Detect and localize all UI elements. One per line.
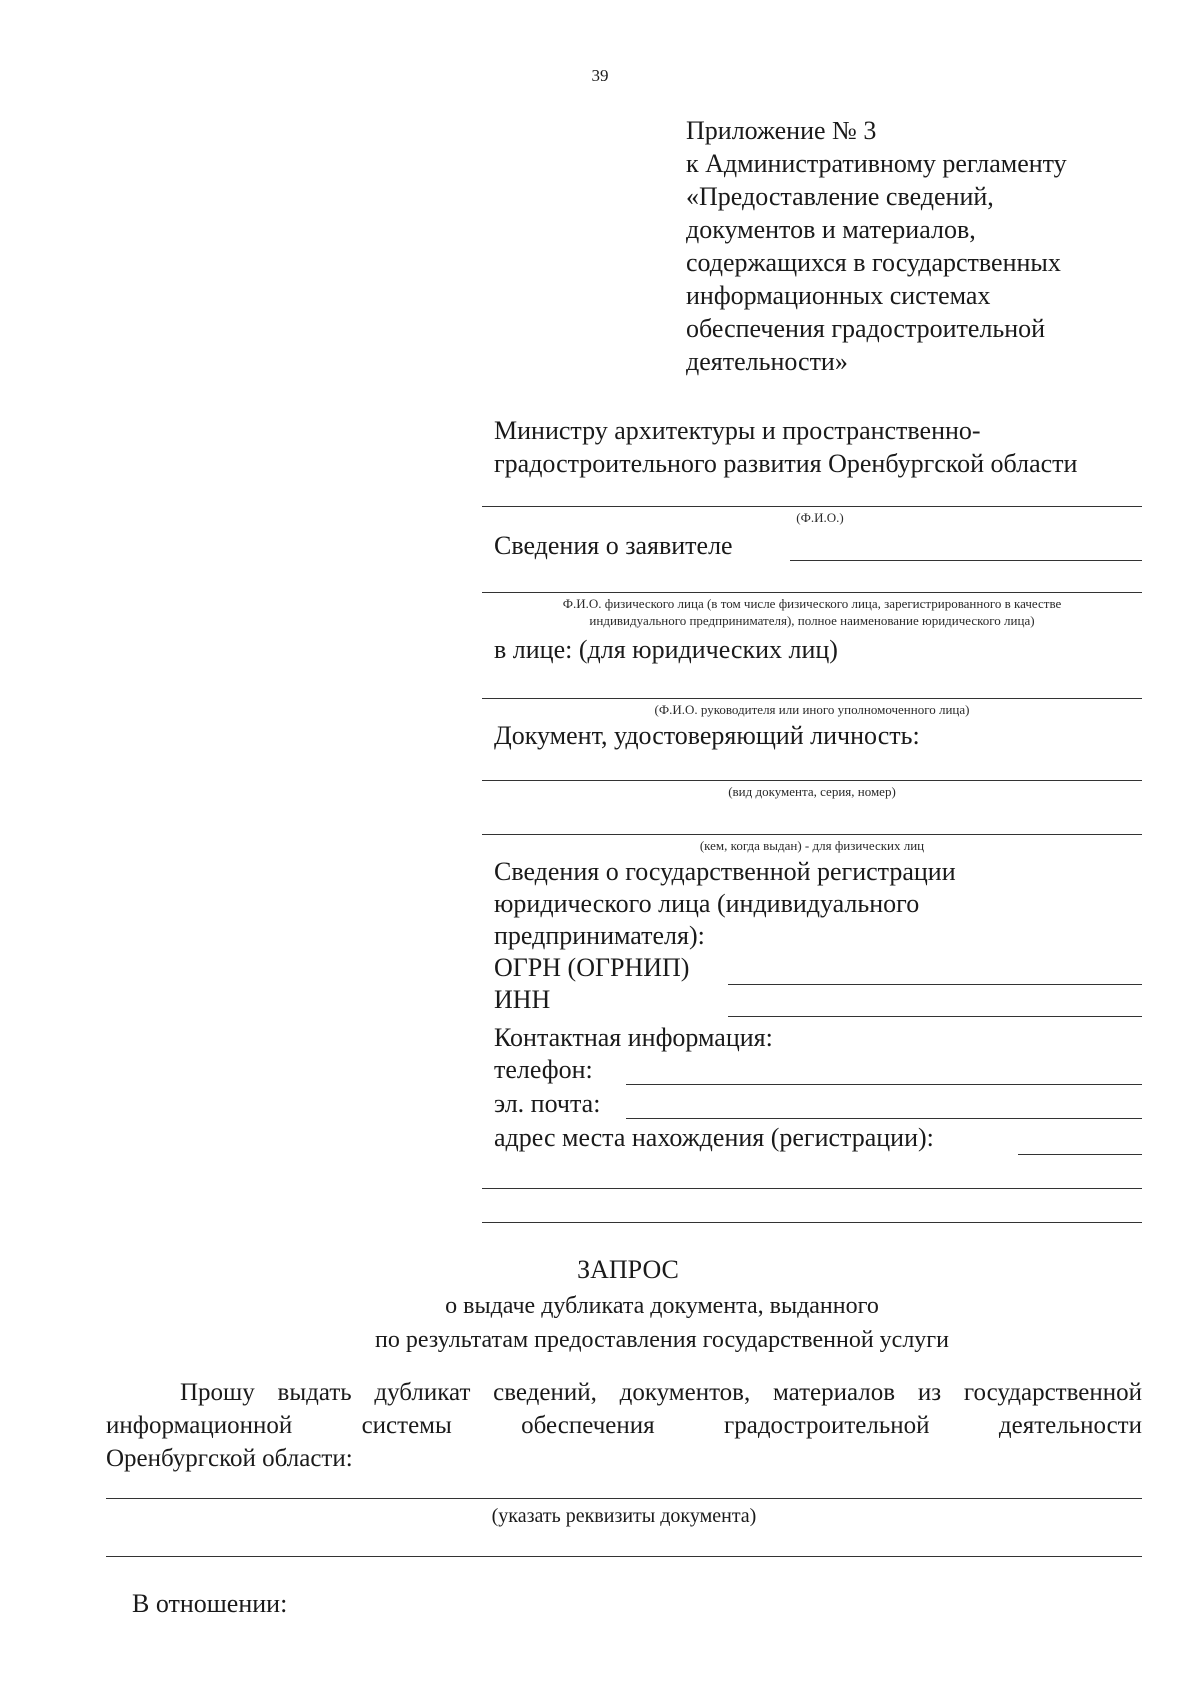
represented-hint: (Ф.И.О. руководителя или иного уполномоченного лица) <box>654 702 970 717</box>
email-input-line[interactable] <box>626 1118 1142 1119</box>
id-document-input-line[interactable] <box>482 780 1142 781</box>
fio-hint: (Ф.И.О.) <box>796 510 844 525</box>
applicant-hint-2: индивидуального предпринимателя), полное наименование юридического лица) <box>589 613 1035 628</box>
appendix-line: «Предоставление сведений, <box>686 182 994 211</box>
id-document-hint-2: (кем, когда выдан) - для физических лиц <box>699 838 925 853</box>
request-paragraph <box>106 1376 1142 1475</box>
registration-line: юридического лица (индивидуального <box>494 889 920 918</box>
appendix-line: информационных системах <box>686 281 991 310</box>
request-subtitle-1: о выдаче дубликата документа, выданного <box>445 1293 879 1319</box>
email-label: эл. почта: <box>494 1089 601 1118</box>
registration-line: Сведения о государственной регистрации <box>494 857 956 886</box>
id-document-hint-1: (вид документа, серия, номер) <box>728 784 896 799</box>
page-number: 39 <box>591 66 609 85</box>
applicant-label: Сведения о заявителе <box>494 531 733 560</box>
paragraph-line: Прошу выдать дубликат сведений, документов, материалов из государственной <box>180 1379 1142 1406</box>
applicant-hint-1: Ф.И.О. физического лица (в том числе физического лица, зарегистрированного в качестве <box>562 596 1062 611</box>
ogrn-input-line[interactable] <box>728 984 1142 985</box>
regarding-label: В отношении: <box>132 1589 288 1618</box>
inn-label: ИНН <box>494 985 551 1014</box>
appendix-line: деятельности» <box>686 347 848 376</box>
phone-label: телефон: <box>494 1055 593 1084</box>
applicant-input-line-2[interactable] <box>482 592 1142 593</box>
addressee-line: градостроительного развития Оренбургской области <box>494 449 1078 478</box>
appendix-line: Приложение № 3 <box>686 116 877 145</box>
appendix-header <box>686 114 1156 378</box>
request-subtitle-2: по результатам предоставления государственной услуги <box>375 1327 949 1353</box>
address-input-line-3[interactable] <box>482 1222 1142 1223</box>
applicant-input-line[interactable] <box>790 560 1142 561</box>
registration-line: предпринимателя): <box>494 921 705 950</box>
contact-label: Контактная информация: <box>494 1023 773 1052</box>
paragraph-line: информационной системы обеспечения градостроительной деятельности <box>106 1412 1142 1439</box>
document-details-input-line[interactable] <box>106 1498 1142 1499</box>
addressee <box>494 414 1174 480</box>
represented-input-line[interactable] <box>482 698 1142 699</box>
request-title: ЗАПРОС <box>577 1255 679 1284</box>
id-document-issued-line[interactable] <box>482 834 1142 835</box>
appendix-line: обеспечения градостроительной <box>686 314 1046 343</box>
ogrn-label: ОГРН (ОГРНИП) <box>494 953 690 982</box>
inn-input-line[interactable] <box>728 1016 1142 1017</box>
phone-input-line[interactable] <box>626 1084 1142 1085</box>
represented-label: в лице: (для юридических лиц) <box>494 635 838 664</box>
id-document-label: Документ, удостоверяющий личность: <box>494 721 920 750</box>
address-input-line-2[interactable] <box>482 1188 1142 1189</box>
document-details-input-line-2[interactable] <box>106 1556 1142 1557</box>
appendix-line: к Административному регламенту <box>686 149 1067 178</box>
addressee-line: Министру архитектуры и пространственно- <box>494 416 981 445</box>
paragraph-line: Оренбургской области: <box>106 1445 353 1472</box>
document-details-hint: (указать реквизиты документа) <box>491 1505 757 1527</box>
fio-input-line[interactable] <box>482 506 1142 507</box>
appendix-line: документов и материалов, <box>686 215 976 244</box>
address-input-line[interactable] <box>1018 1154 1142 1155</box>
address-label: адрес места нахождения (регистрации): <box>494 1123 934 1152</box>
appendix-line: содержащихся в государственных <box>686 248 1061 277</box>
